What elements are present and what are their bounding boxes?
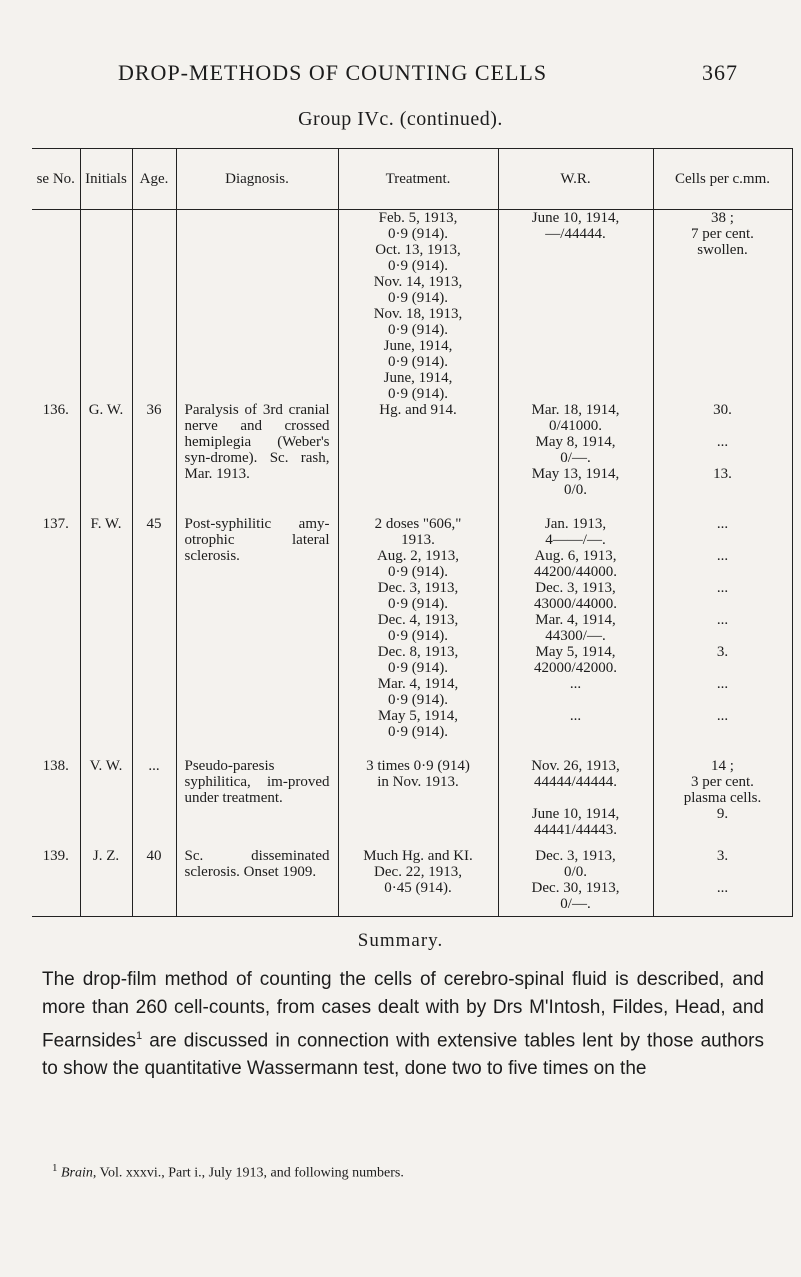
treatment-entry: 0·9 (914). xyxy=(388,564,448,580)
wr-entry: 44444/44444. xyxy=(534,774,617,790)
initials-cell xyxy=(80,758,132,848)
cells-entry: ... xyxy=(716,580,729,596)
diagnosis-cell xyxy=(176,210,338,403)
cells-cell xyxy=(653,848,792,917)
treatment-entry: Feb. 5, 1913, xyxy=(378,210,458,226)
wr-cell xyxy=(498,402,653,516)
cells-entry xyxy=(658,596,788,612)
wr-cell xyxy=(498,516,653,758)
treatment-entry: Aug. 2, 1913, xyxy=(376,548,460,564)
wr-entry: May 8, 1914, xyxy=(535,434,616,450)
cells-entry: plasma cells. xyxy=(683,790,762,806)
age-cell-text: 45 xyxy=(146,516,162,532)
footnote xyxy=(52,1162,772,1182)
wr-entry: Jan. 1913, xyxy=(544,516,607,532)
cells-entry: ... xyxy=(716,434,729,450)
cells-entry: ... xyxy=(716,676,729,692)
initials-cell-text: J. Z. xyxy=(92,848,120,864)
treatment-entry: 0·9 (914). xyxy=(388,322,448,338)
treatment-entry: 0·45 (914). xyxy=(384,880,452,896)
cells-entry xyxy=(658,450,788,466)
wr-entry: Mar. 4, 1914, xyxy=(535,612,616,628)
treatment-entry: 0·9 (914). xyxy=(388,660,448,676)
treatment-entry: 0·9 (914). xyxy=(388,226,448,242)
wr-cell xyxy=(498,848,653,917)
age-cell xyxy=(132,402,176,516)
treatment-entry: June, 1914, xyxy=(383,338,453,354)
treatment-entry: 0·9 (914). xyxy=(388,724,448,740)
initials-cell xyxy=(80,848,132,917)
cells-entry: 30. xyxy=(713,402,732,418)
wr-entry: 0/—. xyxy=(560,896,591,912)
cells-cell xyxy=(653,516,792,758)
wr-entry: 0/41000. xyxy=(549,418,602,434)
treatment-entry: Dec. 8, 1913, xyxy=(377,644,459,660)
cells-entry: ... xyxy=(716,548,729,564)
footnote-ref: 1 xyxy=(136,1030,143,1042)
cells-entry xyxy=(658,628,788,644)
initials-cell-text: G. W. xyxy=(88,402,124,418)
diagnosis-cell-text: Paralysis of 3rd cranial nerve and crossed hemiplegia (Weber's syn-drome). Sc. rash, Mar. 1913. xyxy=(184,402,330,482)
cells-entry: 7 per cent. xyxy=(691,226,754,242)
wr-entry: 42000/42000. xyxy=(534,660,617,676)
cells-entry: 3. xyxy=(716,848,729,864)
treatment-cell xyxy=(338,848,498,917)
cells-entry: 13. xyxy=(713,466,732,482)
wr-entry: ... xyxy=(569,676,582,692)
col-header: Treatment. xyxy=(338,149,498,210)
treatment-cell xyxy=(338,402,498,516)
treatment-entry: Much Hg. and KI. xyxy=(363,848,473,864)
group-title: Group IVc. (continued). xyxy=(298,108,503,130)
no-cell-text: 137. xyxy=(42,516,69,532)
cells-entry: ... xyxy=(716,708,729,724)
wr-entry: 44300/—. xyxy=(545,628,606,644)
diagnosis-cell xyxy=(176,516,338,758)
age-cell-text: ... xyxy=(148,758,160,774)
treatment-entry: Dec. 22, 1913, xyxy=(374,864,462,880)
treatment-entry: 0·9 (914). xyxy=(388,692,448,708)
treatment-entry: May 5, 1914, xyxy=(378,708,458,724)
cells-cell xyxy=(653,210,792,403)
wr-entry: 44200/44000. xyxy=(534,564,617,580)
footnote-journal: Brain xyxy=(61,1165,93,1181)
wr-entry: ... xyxy=(569,708,582,724)
cells-entry: swollen. xyxy=(697,242,748,258)
initials-cell xyxy=(80,402,132,516)
cells-entry xyxy=(658,692,788,708)
cells-entry: 9. xyxy=(716,806,729,822)
cell-count-table xyxy=(32,148,793,917)
treatment-entry: 0·9 (914). xyxy=(388,386,448,402)
footnote-marker: 1 xyxy=(52,1162,58,1174)
treatment-entry: June, 1914, xyxy=(383,370,453,386)
cells-entry: ... xyxy=(716,612,729,628)
cells-entry xyxy=(658,532,788,548)
treatment-cell xyxy=(338,210,498,403)
treatment-cell xyxy=(338,758,498,848)
cells-entry xyxy=(658,564,788,580)
treatment-entry: 1913. xyxy=(401,532,435,548)
cells-entry: ... xyxy=(716,880,729,896)
wr-entry: Dec. 3, 1913, xyxy=(535,580,616,596)
summary-text: The drop-film method of counting the cells of cerebro-spinal fluid is described, and more than 260 cell-counts, from cases dealt with by Drs M'Intosh, Fildes, Head, and Fearnsides xyxy=(42,969,764,1052)
age-cell xyxy=(132,848,176,917)
no-cell xyxy=(32,758,80,848)
table-header-row xyxy=(32,149,792,210)
wr-entry: Dec. 30, 1913, xyxy=(531,880,620,896)
cells-entry xyxy=(658,418,788,434)
treatment-cell xyxy=(338,516,498,758)
wr-entry: —/44444. xyxy=(545,226,606,242)
treatment-entry: 0·9 (914). xyxy=(388,354,448,370)
wr-cell xyxy=(498,758,653,848)
treatment-entry: 0·9 (914). xyxy=(388,628,448,644)
age-cell xyxy=(132,758,176,848)
no-cell-text: 136. xyxy=(42,402,69,418)
wr-entry: 0/0. xyxy=(564,482,587,498)
cells-cell xyxy=(653,402,792,516)
cells-entry xyxy=(658,660,788,676)
diagnosis-cell-text: Sc. disseminated sclerosis. Onset 1909. xyxy=(184,848,330,880)
no-cell xyxy=(32,210,80,403)
treatment-entry: in Nov. 1913. xyxy=(377,774,459,790)
treatment-entry: 2 doses "606," xyxy=(374,516,462,532)
age-cell xyxy=(132,210,176,403)
wr-entry: Aug. 6, 1913, xyxy=(534,548,617,564)
cells-entry: ... xyxy=(716,516,729,532)
table-row xyxy=(32,402,792,516)
no-cell xyxy=(32,402,80,516)
footnote-text: , Vol. xxxvi., Part i., July 1913, and following numbers. xyxy=(92,1165,404,1181)
table-row xyxy=(32,210,792,403)
treatment-entry: 0·9 (914). xyxy=(388,290,448,306)
diagnosis-cell xyxy=(176,402,338,516)
diagnosis-cell xyxy=(176,758,338,848)
running-title: DROP-METHODS OF COUNTING CELLS xyxy=(118,60,548,85)
wr-entry: Mar. 18, 1914, xyxy=(531,402,620,418)
col-header: Age. xyxy=(132,149,176,210)
age-cell-text: 40 xyxy=(146,848,162,864)
summary-heading: Summary. xyxy=(357,930,444,951)
treatment-entry: Nov. 14, 1913, xyxy=(373,274,463,290)
treatment-entry: Hg. and 914. xyxy=(379,402,457,418)
cells-entry: 3 per cent. xyxy=(691,774,754,790)
table-row xyxy=(32,516,792,758)
col-header: W.R. xyxy=(498,149,653,210)
wr-entry: May 13, 1914, xyxy=(531,466,620,482)
no-cell-text: 138. xyxy=(42,758,69,774)
wr-entry xyxy=(503,692,649,708)
col-header: se No. xyxy=(32,149,80,210)
col-header: Diagnosis. xyxy=(176,149,338,210)
cells-entry xyxy=(658,864,788,880)
col-header: Initials xyxy=(80,149,132,210)
treatment-entry: 0·9 (914). xyxy=(388,258,448,274)
cells-entry: 14 ; xyxy=(711,758,734,774)
wr-entry: June 10, 1914, xyxy=(531,806,620,822)
initials-cell xyxy=(80,210,132,403)
wr-entry: 44441/44443. xyxy=(534,822,617,838)
treatment-entry: Nov. 18, 1913, xyxy=(373,306,463,322)
summary-paragraph xyxy=(42,966,764,1083)
treatment-entry: Dec. 3, 1913, xyxy=(377,580,459,596)
wr-cell xyxy=(498,210,653,403)
initials-cell-text: V. W. xyxy=(89,758,123,774)
initials-cell-text: F. W. xyxy=(90,516,122,532)
no-cell xyxy=(32,848,80,917)
treatment-entry: 3 times 0·9 (914) xyxy=(366,758,470,774)
wr-entry xyxy=(503,790,649,806)
col-header: Cells per c.mm. xyxy=(653,149,792,210)
age-cell xyxy=(132,516,176,758)
treatment-entry: Oct. 13, 1913, xyxy=(375,242,461,258)
wr-entry: 43000/44000. xyxy=(534,596,617,612)
initials-cell xyxy=(80,516,132,758)
wr-entry: June 10, 1914, xyxy=(531,210,620,226)
treatment-entry: Mar. 4, 1914, xyxy=(377,676,459,692)
cells-cell xyxy=(653,758,792,848)
treatment-entry: Dec. 4, 1913, xyxy=(377,612,459,628)
cells-entry: 38 ; xyxy=(711,210,734,226)
diagnosis-cell xyxy=(176,848,338,917)
wr-entry: 0/0. xyxy=(564,864,587,880)
wr-entry xyxy=(503,724,649,740)
cells-entry: 3. xyxy=(716,644,729,660)
table-row xyxy=(32,848,792,917)
wr-entry: Dec. 3, 1913, xyxy=(535,848,616,864)
cells-entry xyxy=(658,482,788,498)
table-row xyxy=(32,758,792,848)
age-cell-text: 36 xyxy=(146,402,162,418)
page-number: 367 xyxy=(702,60,738,85)
wr-entry: 0/—. xyxy=(560,450,591,466)
wr-entry: May 5, 1914, xyxy=(535,644,616,660)
cells-entry xyxy=(658,822,788,838)
no-cell-text: 139. xyxy=(42,848,69,864)
cells-entry xyxy=(658,896,788,912)
treatment-entry: 0·9 (914). xyxy=(388,596,448,612)
wr-entry: Nov. 26, 1913, xyxy=(531,758,620,774)
diagnosis-cell-text: Pseudo-paresis syphilitica, im-proved under treatment. xyxy=(184,758,330,806)
cells-entry xyxy=(658,724,788,740)
no-cell xyxy=(32,516,80,758)
wr-entry: 4——/—. xyxy=(545,532,606,548)
diagnosis-cell-text: Post-syphilitic amy-otrophic lateral sclerosis. xyxy=(184,516,330,564)
summary-text-after: are discussed in connection with extensive tables lent by those authors to show the quantitative Wassermann test, done two to five times on the xyxy=(42,1030,764,1080)
